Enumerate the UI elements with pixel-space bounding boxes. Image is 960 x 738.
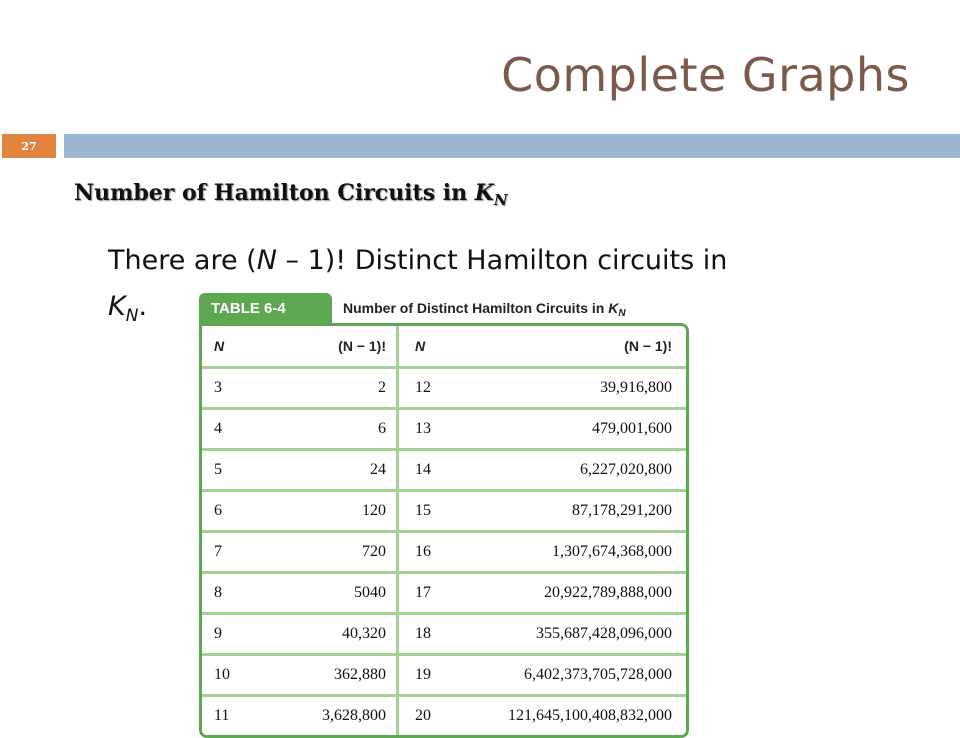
body-part-2: – 1)! Distinct Hamilton circuits in	[276, 245, 728, 276]
table-caption	[343, 300, 626, 319]
cell-fact-left: 2	[275, 368, 398, 409]
cell-n-left: 4	[202, 409, 275, 450]
caption-sub: N	[618, 308, 626, 319]
caption-text: Number of Distinct Hamilton Circuits in	[343, 300, 609, 316]
header-bar	[64, 134, 960, 158]
table-row	[202, 573, 686, 614]
cell-n-left: 6	[202, 491, 275, 532]
table-row	[202, 614, 686, 655]
cell-n-right: 18	[398, 614, 477, 655]
cell-fact-left: 40,320	[275, 614, 398, 655]
table-header	[199, 293, 689, 323]
cell-n-right: 12	[398, 368, 477, 409]
cell-n-left: 9	[202, 614, 275, 655]
table-row	[202, 655, 686, 696]
subtitle-text: Number of Hamilton Circuits in	[74, 180, 475, 206]
cell-n-right: 14	[398, 450, 477, 491]
cell-fact-right: 6,402,373,705,728,000	[476, 655, 686, 696]
data-table	[202, 326, 686, 735]
cell-n-right: 16	[398, 532, 477, 573]
table-row	[202, 532, 686, 573]
cell-fact-left: 24	[275, 450, 398, 491]
slide-number: 27	[2, 134, 56, 158]
cell-fact-left: 362,880	[275, 655, 398, 696]
cell-n-left: 10	[202, 655, 275, 696]
cell-n-left: 3	[202, 368, 275, 409]
table-tag: TABLE 6-4	[199, 293, 332, 323]
cell-n-left: 11	[202, 696, 275, 736]
body-sub: N	[125, 306, 139, 326]
cell-fact-left: 6	[275, 409, 398, 450]
cell-fact-right: 20,922,789,888,000	[476, 573, 686, 614]
cell-fact-right: 6,227,020,800	[476, 450, 686, 491]
body-var-n: N	[256, 245, 277, 276]
cell-n-right: 19	[398, 655, 477, 696]
table-row	[202, 368, 686, 409]
cell-fact-right: 39,916,800	[476, 368, 686, 409]
cell-fact-left: 5040	[275, 573, 398, 614]
body-part-1: There are (	[108, 245, 257, 276]
table-header-row	[202, 326, 686, 368]
cell-n-left: 8	[202, 573, 275, 614]
cell-fact-right: 121,645,100,408,832,000	[476, 696, 686, 736]
body-var-k: K	[108, 291, 126, 322]
cell-n-left: 5	[202, 450, 275, 491]
cell-fact-left: 720	[275, 532, 398, 573]
caption-var: K	[608, 300, 619, 316]
subtitle-sub: N	[493, 191, 508, 209]
table-row	[202, 450, 686, 491]
table-body	[199, 323, 689, 738]
cell-n-left: 7	[202, 532, 275, 573]
subtitle-var: K	[474, 180, 494, 206]
table-row	[202, 409, 686, 450]
col-header-fact-right: (N − 1)!	[476, 326, 686, 368]
col-header-fact-left: (N − 1)!	[275, 326, 398, 368]
body-end: .	[138, 291, 148, 322]
cell-n-right: 13	[398, 409, 477, 450]
slide-title: Complete Graphs	[501, 48, 910, 102]
cell-n-right: 20	[398, 696, 477, 736]
slide-subtitle	[74, 180, 508, 209]
cell-n-right: 15	[398, 491, 477, 532]
cell-fact-right: 1,307,674,368,000	[476, 532, 686, 573]
cell-n-right: 17	[398, 573, 477, 614]
table-row	[202, 491, 686, 532]
hamilton-table	[199, 293, 689, 738]
cell-fact-left: 120	[275, 491, 398, 532]
col-header-n-left: N	[202, 326, 275, 368]
cell-fact-right: 87,178,291,200	[476, 491, 686, 532]
cell-fact-left: 3,628,800	[275, 696, 398, 736]
cell-fact-right: 355,687,428,096,000	[476, 614, 686, 655]
col-header-n-right: N	[398, 326, 477, 368]
cell-fact-right: 479,001,600	[476, 409, 686, 450]
table-row	[202, 696, 686, 736]
